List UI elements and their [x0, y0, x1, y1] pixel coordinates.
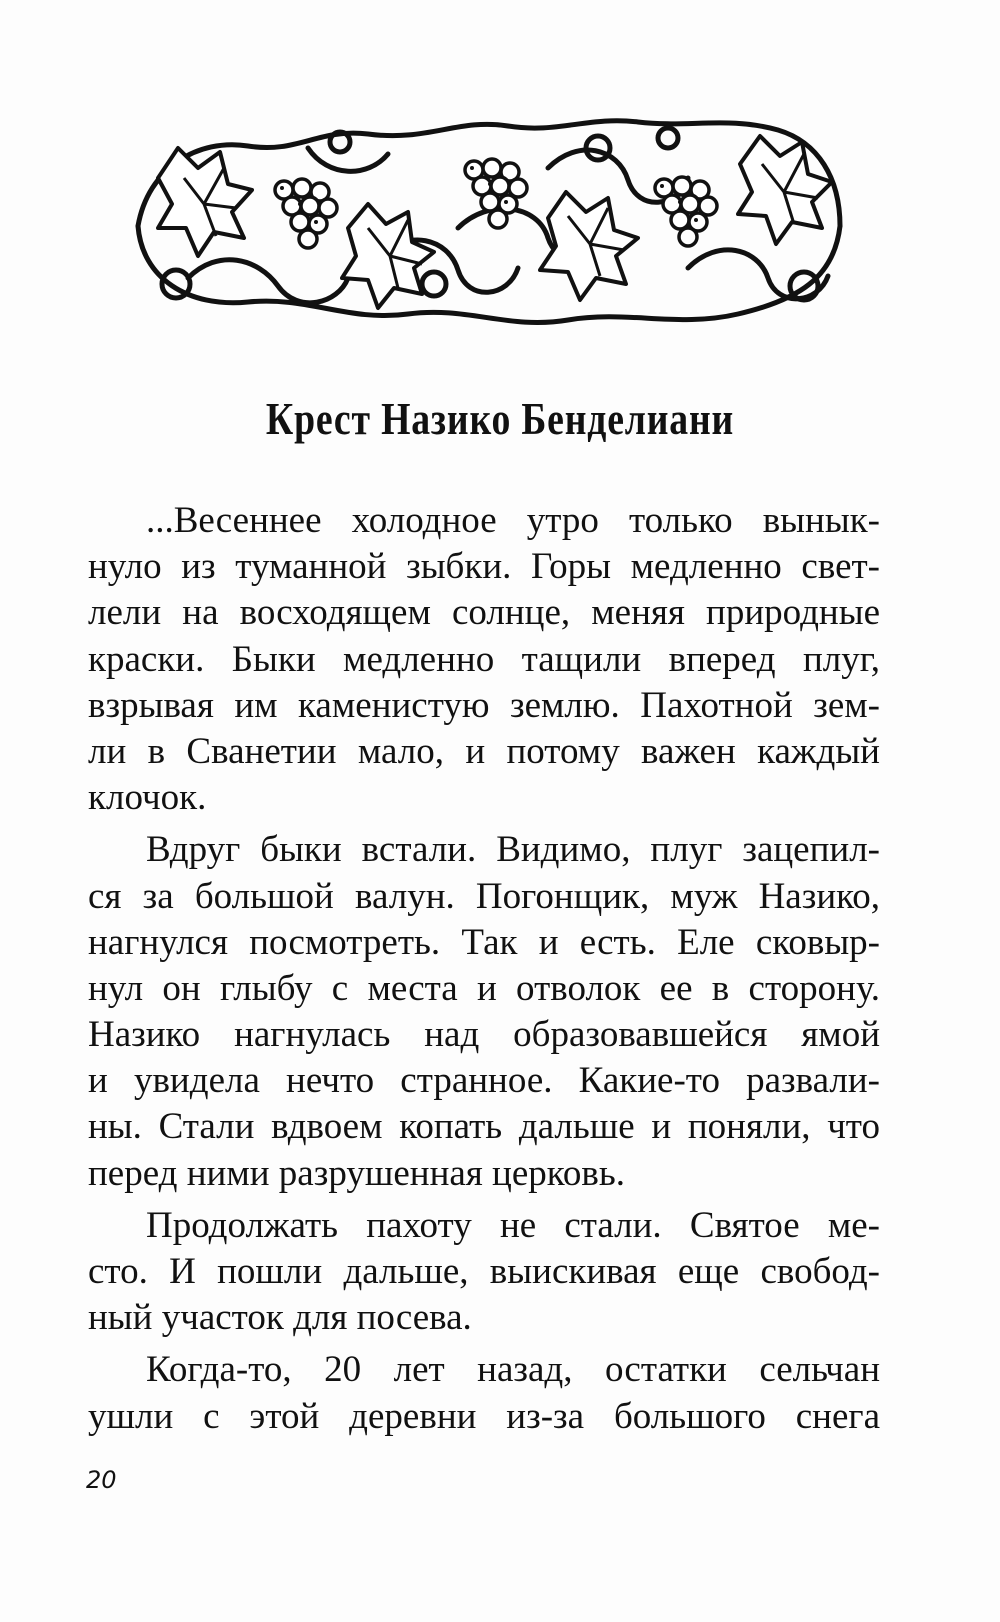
text-line: нагнулся посмотреть. Так и есть. Еле сковыр- [88, 921, 880, 963]
text-line: краски. Быки медленно тащили вперед плуг, [88, 638, 880, 680]
page-number: 20 [86, 1466, 117, 1494]
text-line: сто. И пошли дальше, выискивая еще свобод- [88, 1251, 880, 1292]
text-line: клочок. [88, 777, 207, 819]
text-line: ся за большой валун. Погонщик, муж Назико, [88, 875, 880, 917]
paragraph [88, 1203, 880, 1342]
text-line: Когда-то, 20 лет назад, остатки сельчан [146, 1349, 880, 1391]
paragraph [88, 1347, 880, 1439]
text-line: перед ними разрушенная церковь. [88, 1152, 625, 1194]
text-line: ...Весеннее холодное утро только вынык- [146, 500, 880, 541]
text-line: нул он глыбу с места и отволок ее в сторону. [88, 967, 880, 1009]
body-text [88, 498, 880, 1440]
text-line: взрывая им каменистую землю. Пахотной зем- [88, 684, 880, 726]
text-line: ушли с этой деревни из-за большого снега [88, 1395, 880, 1437]
grapevine-ornament-icon [128, 108, 850, 336]
text-line: Назико нагнулась над образовавшейся ямой [88, 1014, 880, 1056]
text-line: Вдруг быки встали. Видимо, плуг зацепил- [146, 829, 880, 871]
chapter-title: Крест Назико Бенделиани [265, 393, 735, 444]
text-line: ны. Стали вдвоем копать дальше и поняли, что [88, 1106, 880, 1148]
text-line: ный участок для посева. [88, 1297, 472, 1339]
text-line: лели на восходящем солнце, меняя природные [88, 592, 880, 634]
text-line: Продолжать пахоту не стали. Святое ме- [146, 1204, 880, 1246]
text-line: и увидела нечто странное. Какие-то развали- [88, 1060, 880, 1102]
text-line: нуло из туманной зыбки. Горы медленно свет- [88, 546, 880, 588]
paragraph [88, 827, 880, 1197]
paragraph [88, 498, 880, 821]
text-line: ли в Сванетии мало, и потому важен каждый [88, 730, 880, 772]
